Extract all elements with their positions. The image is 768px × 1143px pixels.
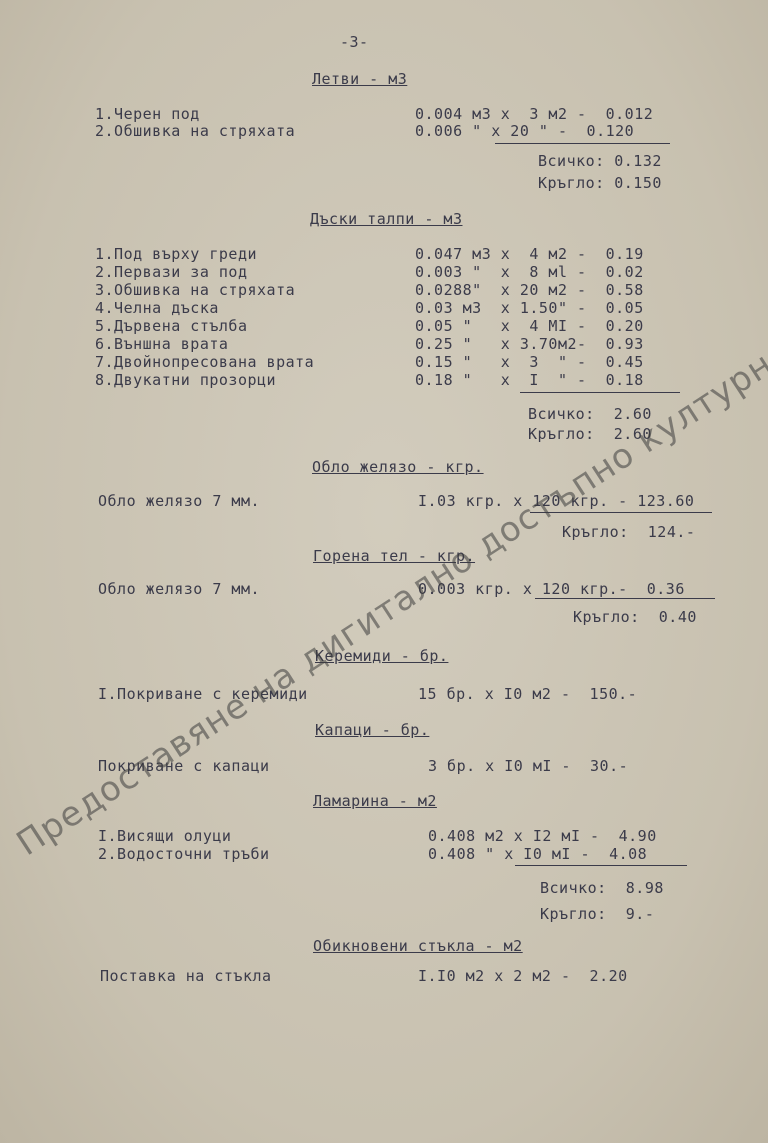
item-name: 1.Черен под <box>95 105 200 123</box>
item-calc: 15 бр. х I0 м2 - 150.- <box>418 685 638 703</box>
page-number: -3- <box>340 33 369 51</box>
section-title-kapaci: Капаци - бр. <box>315 721 430 739</box>
item-name: 5.Дървена стълба <box>95 317 248 335</box>
item-name: I.Покриване с керемиди <box>98 685 308 703</box>
section-rounded: Кръгло: 124.- <box>562 523 696 541</box>
item-name: 2.Водосточни тръби <box>98 845 270 863</box>
section-title-keremidi: Керемиди - бр. <box>315 647 449 665</box>
item-calc: 0.003 кгр. х 120 кгр.- 0.36 <box>418 580 685 598</box>
section-total: Всичко: 8.98 <box>540 879 664 897</box>
section-title-gorena-tel: Горена тел - кгр. <box>313 547 476 565</box>
section-title-lamarina: Ламарина - м2 <box>313 792 437 810</box>
item-name: 4.Челна дъска <box>95 299 219 317</box>
item-calc: 0.05 " х 4 МI - 0.20 <box>415 317 644 335</box>
section-total: Всичко: 2.60 <box>528 405 652 423</box>
item-name: 2.Обшивка на стряхата <box>95 122 296 140</box>
item-calc: 3 бр. х I0 мI - 30.- <box>428 757 629 775</box>
section-title-oblo-zhelyazo: Обло желязо - кгр. <box>312 458 484 476</box>
item-calc: 0.0288" х 20 м2 - 0.58 <box>415 281 644 299</box>
section-total: Всичко: 0.132 <box>538 152 662 170</box>
sum-rule <box>515 865 687 866</box>
item-name: 1.Под върху греди <box>95 245 258 263</box>
item-calc: 0.03 м3 х 1.50" - 0.05 <box>415 299 644 317</box>
item-name: 8.Двукатни прозорци <box>95 371 277 389</box>
item-calc: 0.004 м3 х 3 м2 - 0.012 <box>415 105 654 123</box>
item-calc: I.03 кгр. х 120 кгр. - 123.60 <box>418 492 695 510</box>
item-name: Покриване с капаци <box>98 757 270 775</box>
section-rounded: Кръгло: 0.150 <box>538 174 662 192</box>
item-name: 3.Обшивка на стряхата <box>95 281 296 299</box>
section-rounded: Кръгло: 9.- <box>540 905 655 923</box>
item-calc: 0.006 " х 20 " - 0.120 <box>415 122 635 140</box>
section-rounded: Кръгло: 0.40 <box>573 608 697 626</box>
item-name: I.Висящи олуци <box>98 827 232 845</box>
item-calc: 0.408 " х I0 мI - 4.08 <box>428 845 648 863</box>
item-name: Поставка на стъкла <box>100 967 272 985</box>
item-name: 2.Первази за под <box>95 263 248 281</box>
sum-rule <box>535 598 715 599</box>
item-calc: 0.003 " х 8 мl - 0.02 <box>415 263 644 281</box>
item-name: 7.Двойнопресована врата <box>95 353 315 371</box>
section-title-letvi: Летви - м3 <box>312 70 408 88</box>
item-calc: 0.25 " х 3.70м2- 0.93 <box>415 335 644 353</box>
item-name: Обло желязо 7 мм. <box>98 492 261 510</box>
section-title-daski: Дъски талпи - м3 <box>310 210 463 228</box>
item-name: 6.Външна врата <box>95 335 229 353</box>
sum-rule <box>520 392 680 393</box>
sum-rule <box>530 512 712 513</box>
item-calc: 0.047 м3 х 4 м2 - 0.19 <box>415 245 644 263</box>
item-calc: 0.408 м2 х I2 мI - 4.90 <box>428 827 657 845</box>
item-calc: I.I0 м2 х 2 м2 - 2.20 <box>418 967 628 985</box>
item-name: Обло желязо 7 мм. <box>98 580 261 598</box>
sum-rule <box>495 143 670 144</box>
item-calc: 0.15 " х 3 " - 0.45 <box>415 353 644 371</box>
item-calc: 0.18 " х I " - 0.18 <box>415 371 644 389</box>
section-title-obiknoveni-stakla: Обикновени стъкла - м2 <box>313 937 523 955</box>
section-rounded: Кръгло: 2.60 <box>528 425 652 443</box>
